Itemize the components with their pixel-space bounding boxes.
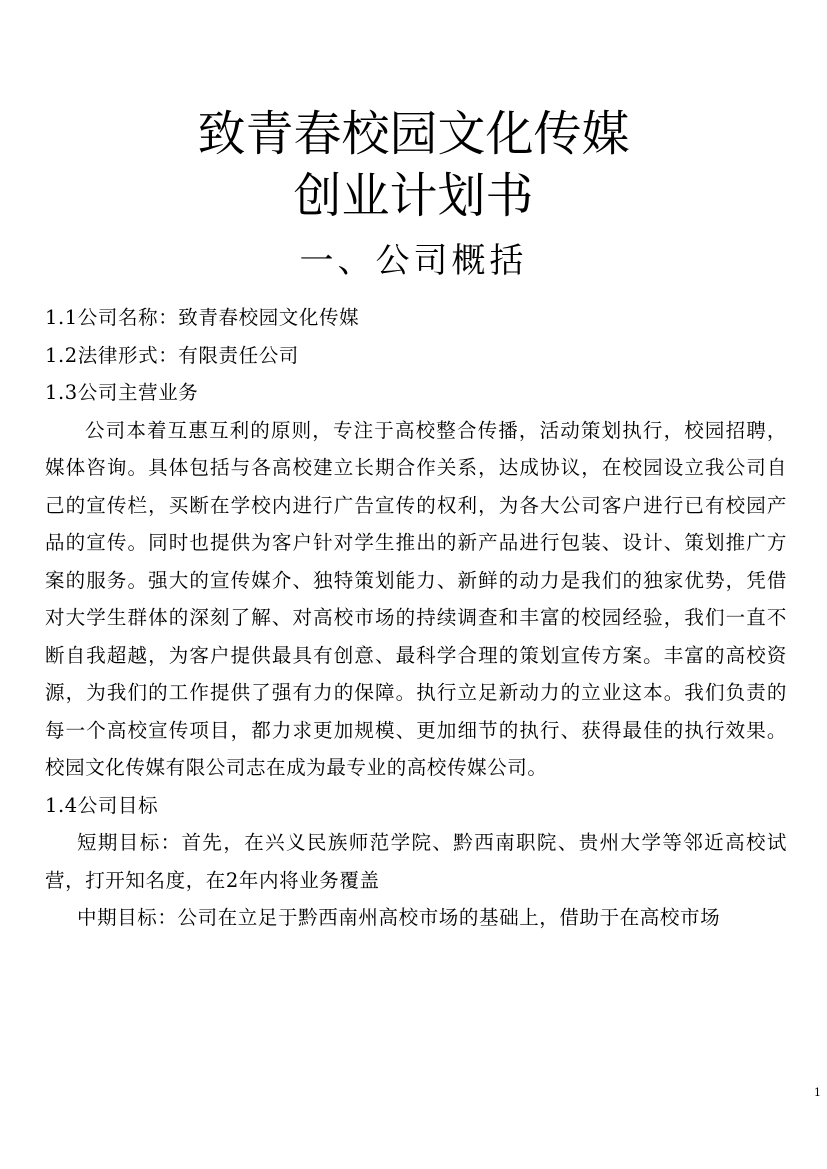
page-number: 1 [814,1086,821,1099]
document-title-line-2: 创业计划书 [293,168,534,224]
business-description-paragraph: 公司本着互惠互利的原则，专注于高校整合传播，活动策划执行，校园招聘，媒体咨询。具体包括与各高校建立长期合作关系，达成协议，在校园设立我公司自己的宣传栏，买断在学校内进行广告宣传的权利，为各大公司客户进行已有校园产品的宣传。同时也提供为客户针对学生推出的新产品进行包装、设计、策划推广方案的服务。强大的宣传媒介、独特策划能力、新鲜的动力是我们的独家优势，凭借对大学生群体的深刻了解、对高校市场的持续调查和丰富的校园经验，我们一直不断自我超越，为客户提供最具有创意、最科学合理的策划宣传方案。丰富的高校资源，为我们的工作提供了强有力的保障。执行立足新动力的立业这本。我们负责的每一个高校宣传项目，都力求更加规模、更加细节的执行、获得最佳的执行效果。校园文化传媒有限公司志在成为最专业的高校传媒公司。 [45,418,787,779]
item-company-goals-heading: 1.4公司目标 [45,793,159,817]
item-legal-form: 1.2法律形式：有限责任公司 [45,343,299,367]
mid-term-goal-paragraph: 中期目标：公司在立足于黔西南州高校市场的基础上，借助于在高校市场 [77,906,721,929]
document-title-line-1: 致青春校园文化传媒 [197,106,630,162]
short-term-goal-paragraph: 短期目标：首先，在兴义民族师范学院、黔西南职院、贵州大学等邻近高校试营，打开知名度，在2年内将业务覆盖 [45,831,787,892]
item-company-name: 1.1公司名称：致青春校园文化传媒 [45,306,360,329]
document-body [45,299,787,937]
section-heading-company-overview: 一、公司概括 [299,241,528,281]
item-main-business-heading: 1.3公司主营业务 [45,381,199,404]
